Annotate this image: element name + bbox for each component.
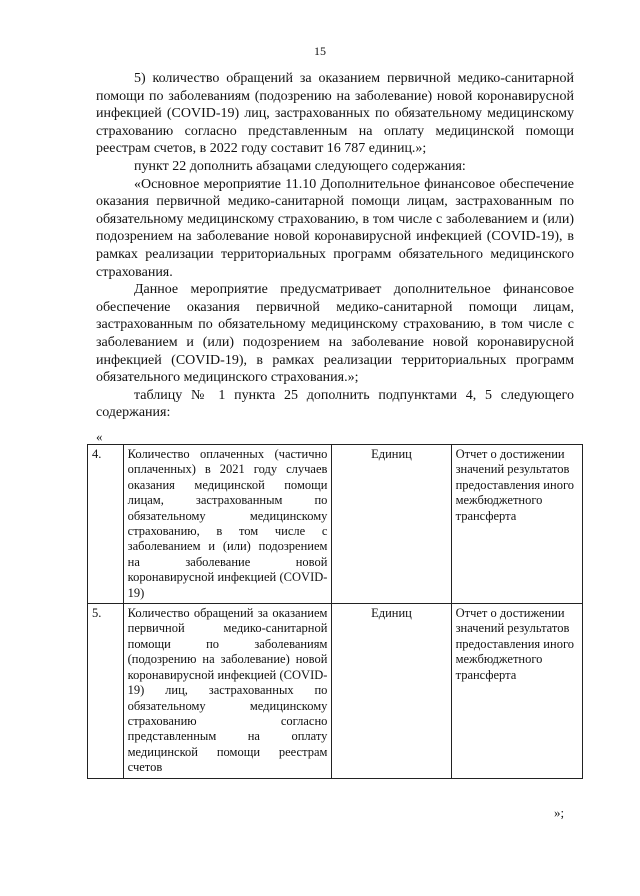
table-row — [88, 445, 583, 604]
indicator-name: Количество обращений за оказанием первичной медико-санитарной помощи по заболеваниям (подозрению на заболевание) новой коронавирусной инфекцией (COVID-19) лиц, застрахованных по обязательному медицинскому страхованию согласно представленным на оплату медицинской помощи реестрам счетов — [123, 604, 332, 778]
document-body — [96, 70, 574, 422]
unit-cell: Единиц — [332, 604, 451, 778]
indicator-name: Количество оплаченных (частично оплаченных) в 2021 году случаев оказания медицинской помощи лицам, застрахованным по обязательному медицинскому страхованию, в том числе с заболеванием и (или) подозрением на заболевание новой коронавирусной инфекцией (COVID-19) — [123, 445, 332, 604]
table-row — [88, 604, 583, 778]
quote-close-mark: »; — [554, 805, 565, 820]
quote-open-mark: « — [96, 429, 103, 444]
unit-cell: Единиц — [332, 445, 451, 604]
row-number: 5. — [88, 604, 124, 778]
row-number: 4. — [88, 445, 124, 604]
paragraph-measure-11-10: «Основное мероприятие 11.10 Дополнительное финансовое обеспечение оказания первичной медико-санитарной помощи лицам, застрахованным по обязательному медицинскому страхованию, в том числе с заболеванием и (или) подозрением на заболевание новой коронавирусной инфекцией (COVID-19), в рамках реализации территориальных программ обязательного медицинского страхования. — [96, 176, 574, 280]
source-cell: Отчет о достижении значений результатов предоставления иного межбюджетного трансферта — [451, 604, 582, 778]
paragraph-table-1-intro: таблицу № 1 пункта 25 дополнить подпунктами 4, 5 следующего содержания: — [96, 387, 574, 421]
paragraph-item-5: 5) количество обращений за оказанием первичной медико-санитарной помощи по заболеваниям (подозрению на заболевание) новой коронавирусной инфекцией (COVID-19) лиц, застрахованных по обязательному медицинскому страхованию согласно представленным на оплату медицинской помощи реестрам счетов, в 2022 году составит 16 787 единиц.»; — [96, 71, 574, 157]
paragraph-measure-description: Данное мероприятие предусматривает дополнительное финансовое обеспечение оказания первичной медико-санитарной помощи лицам, застрахованным по обязательному медицинскому страхованию, в том числе с заболеванием и (или) подозрением на заболевание новой коронавирусной инфекцией (COVID-19), в рамках реализации территориальных программ обязательного медицинского страхования.»; — [96, 282, 574, 386]
page-number: 15 — [314, 44, 326, 58]
indicators-table — [87, 444, 583, 779]
source-cell: Отчет о достижении значений результатов предоставления иного межбюджетного трансферта — [451, 445, 582, 604]
paragraph-point-22: пункт 22 дополнить абзацами следующего содержания: — [134, 158, 466, 174]
